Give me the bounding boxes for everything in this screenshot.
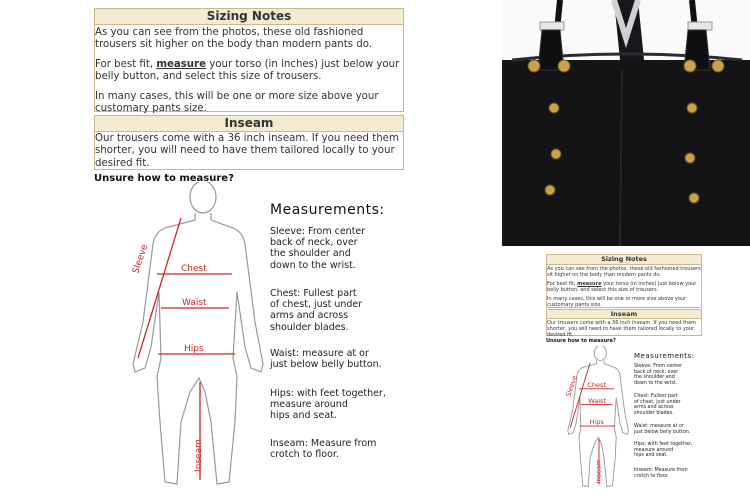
thumb-sizing-p1: As you can see from the photos, these old fashioned trousers sit higher on the body than modern pants do.: [547, 266, 701, 279]
size-chart-thumbnail: [546, 254, 706, 494]
thumb-sizing-p2-b: your torso (in inches) just below your belly button, and select this size of trousers.: [547, 281, 697, 294]
measurement-inseam: Inseam: Measure from crotch to floor.: [270, 438, 377, 461]
sizing-p2: [95, 59, 403, 84]
sizing-p2-b: your torso (in inches) just below your belly button, and select this size of trousers.: [95, 58, 400, 83]
trousers-photo: [502, 0, 750, 246]
thumb-sizing-p2-a: For best fit,: [547, 281, 578, 288]
inseam-text: Our trousers come with a 36 inch inseam. If you need them shorter, you will need to have them tailored locally to your desired fit.: [95, 133, 399, 169]
thumb-figure-label-hips: Hips: [589, 418, 604, 427]
inseam-box: [94, 115, 404, 170]
thumb-unsure-label: Unsure how to measure?: [546, 338, 616, 344]
unsure-label: Unsure how to measure?: [94, 173, 234, 184]
thumb-inseam-text: Our trousers come with a 36 inch inseam. If you need them shorter, you will need to have them tailored locally to your desired fit.: [547, 320, 697, 339]
thumb-sizing-text: [547, 265, 701, 309]
thumb-sizing-p2: [547, 281, 701, 293]
measurement-sleeve: Sleeve: From center back of neck, over the shoulder and down to the wrist.: [270, 226, 366, 271]
figure-label-hips: Hips: [184, 344, 204, 354]
thumb-measurement-hips: Hips: with feet together, measure around hips and seat.: [634, 442, 693, 459]
thumb-figure-label-inseam: Inseam: [594, 459, 603, 484]
head-outline: [190, 182, 216, 213]
sizing-p1: As you can see from the photos, these old fashioned trousers sit higher on the body than modern pants do.: [95, 27, 373, 51]
thumb-figure-label-sleeve: Sleeve: [564, 374, 579, 398]
sizing-p2-bold: measure: [156, 58, 206, 70]
trousers-with-suspenders-photo: [502, 0, 750, 246]
figure-label-sleeve: Sleeve: [131, 243, 151, 275]
measurement-chest: Chest: Fullest part of chest, just under arms and across shoulder blades.: [270, 288, 363, 333]
thumb-measurement-inseam: Inseam: Measure from crotch to floor.: [634, 468, 688, 479]
measurement-hips: Hips: with feet together, measure around hips and seat.: [270, 388, 386, 422]
sizing-p2-a: For best fit,: [95, 58, 157, 70]
sizing-p3: In many cases, this will be one or more size above your customary pants size.: [95, 90, 379, 115]
thumb-sizing-p3: In many cases, this will be one or more size above your customary pants size.: [547, 296, 687, 309]
body-figure: [105, 182, 265, 500]
thumb-inseam-header: Inseam: [547, 310, 701, 319]
thumb-sizing-box: [546, 254, 702, 308]
figure-label-inseam: Inseam: [194, 439, 204, 472]
thumb-figure-label-waist: Waist: [588, 396, 607, 405]
thumb-sizing-header: Sizing Notes: [547, 255, 701, 265]
sizing-notes-box: [94, 8, 404, 115]
thumb-measurement-sleeve: Sleeve: From center back of neck, over the shoulder and down to the wrist.: [634, 364, 683, 386]
thumb-measurement-waist: Waist: measure at or just below belly button.: [634, 424, 691, 435]
measurement-waist: Waist: measure at or just below belly button.: [270, 348, 382, 371]
sizing-notes-text: [95, 25, 403, 116]
thumb-measurements-title: Measurements:: [634, 352, 695, 360]
figure-label-chest: Chest: [181, 264, 207, 274]
thumb-inseam-box: [546, 309, 702, 339]
thumb-measurement-chest: Chest: Fullest part of chest, just under arms and across shoulder blades.: [634, 394, 681, 416]
thumb-body-figure: [552, 346, 632, 494]
inseam-header: Inseam: [95, 116, 403, 132]
sizing-notes-header: Sizing Notes: [95, 9, 403, 25]
thumb-sizing-p2-bold: measure: [577, 281, 602, 288]
measurements-title: Measurements:: [270, 202, 385, 218]
thumb-figure-label-chest: Chest: [587, 380, 606, 389]
figure-label-waist: Waist: [182, 298, 207, 308]
